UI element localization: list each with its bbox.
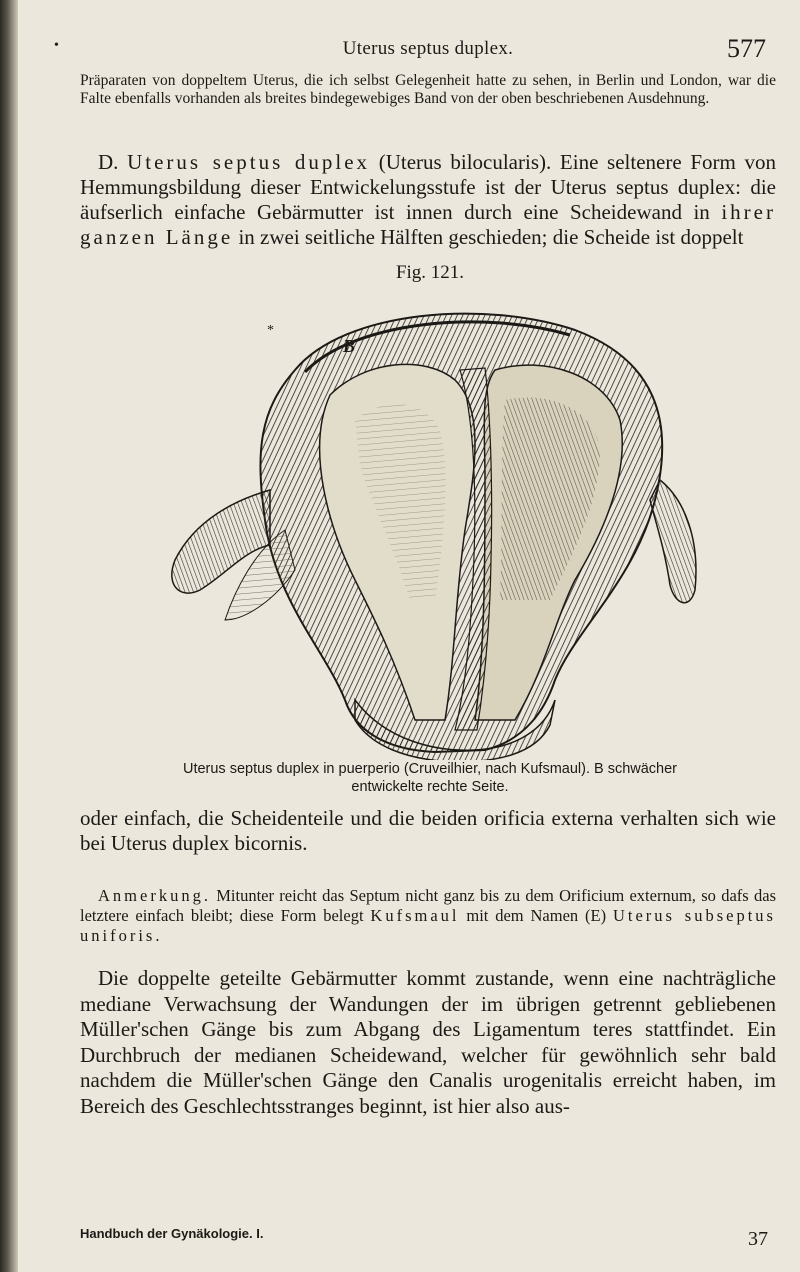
right-tube	[650, 480, 696, 603]
note-text-1: Mitunter reicht das Septum nicht ganz bis zu dem Orificium externum, so dafs das letztere einfach bleibt; diese Form belegt	[80, 886, 776, 925]
figure-asterisk: *	[267, 323, 274, 338]
anatomical-illustration	[155, 300, 715, 760]
header-bullet: •	[54, 38, 59, 53]
page-number: 577	[727, 34, 766, 63]
book-spine-shadow	[0, 0, 18, 1272]
figure-label: Fig. 121.	[395, 262, 465, 283]
caption-line-2: entwickelte rechte Seite.	[351, 779, 509, 795]
signature-mark: 37	[748, 1228, 768, 1250]
intro-paragraph: Präparaten von doppeltem Uterus, die ich selbst Gelegenheit hatte zu sehen, in Berlin und London, war die Falte ebenfalls vorhanden als breites bindegewebiges Band von der oben beschriebenen Ausdehnung.	[80, 72, 776, 107]
figure-caption	[120, 760, 740, 796]
section-d-paragraph	[80, 150, 776, 250]
caption-line-1: Uterus septus duplex in puerperio (Cruveilhier, nach Kufsmaul). B schwächer	[182, 761, 678, 777]
book-title: Handbuch der Gynäkologie. I.	[80, 1226, 264, 1241]
uterus-drawing	[155, 300, 715, 760]
page-footer	[80, 1226, 776, 1252]
figure-marker-b: B	[343, 336, 356, 356]
note-term: Uterus subseptus uniforis.	[80, 906, 776, 945]
section-d-text-1: (Uterus bilocularis). Eine seltenere Form von Hemmungsbildung dieser Entwickelungsstufe ist der Uterus septus duplex: die äufserlich einfache Gebärmutter ist innen durch eine Scheidewand in	[80, 150, 776, 224]
running-title: Uterus septus duplex.	[342, 38, 514, 59]
section-d-title: Uterus septus duplex	[127, 150, 371, 174]
closing-paragraph: Die doppelte geteilte Gebärmutter kommt zustande, wenn eine nachträgliche mediane Verwachsung der Wandungen der im übrigen getrennt gebliebenen Müller'schen Gänge bis zum Abgang des Ligamentum teres stattfindet. Ein Durchbruch der medianen Scheidewand, welcher für gewöhnlich sehr bald nachdem die Müller'schen Gänge den Canalis urogenitalis erreicht haben, im Bereich des Geschlechtsstranges beginnt, ist hier also aus-	[80, 966, 776, 1118]
section-d-spaced-phrase: ihrer ganzen Länge	[80, 200, 776, 249]
note-paragraph	[80, 886, 776, 946]
continuation-paragraph: oder einfach, die Scheidenteile und die beiden orificia externa verhalten sich wie bei Uterus duplex bicornis.	[80, 806, 776, 855]
running-header	[54, 34, 776, 63]
note-author: Kufsmaul	[370, 906, 460, 925]
section-d-text-2: in zwei seitliche Hälften geschieden; die Scheide ist doppelt	[233, 225, 744, 249]
note-label: Anmerkung.	[98, 886, 211, 905]
section-d-lead: D.	[98, 150, 119, 174]
note-text-2: mit dem Namen (E)	[459, 906, 613, 925]
